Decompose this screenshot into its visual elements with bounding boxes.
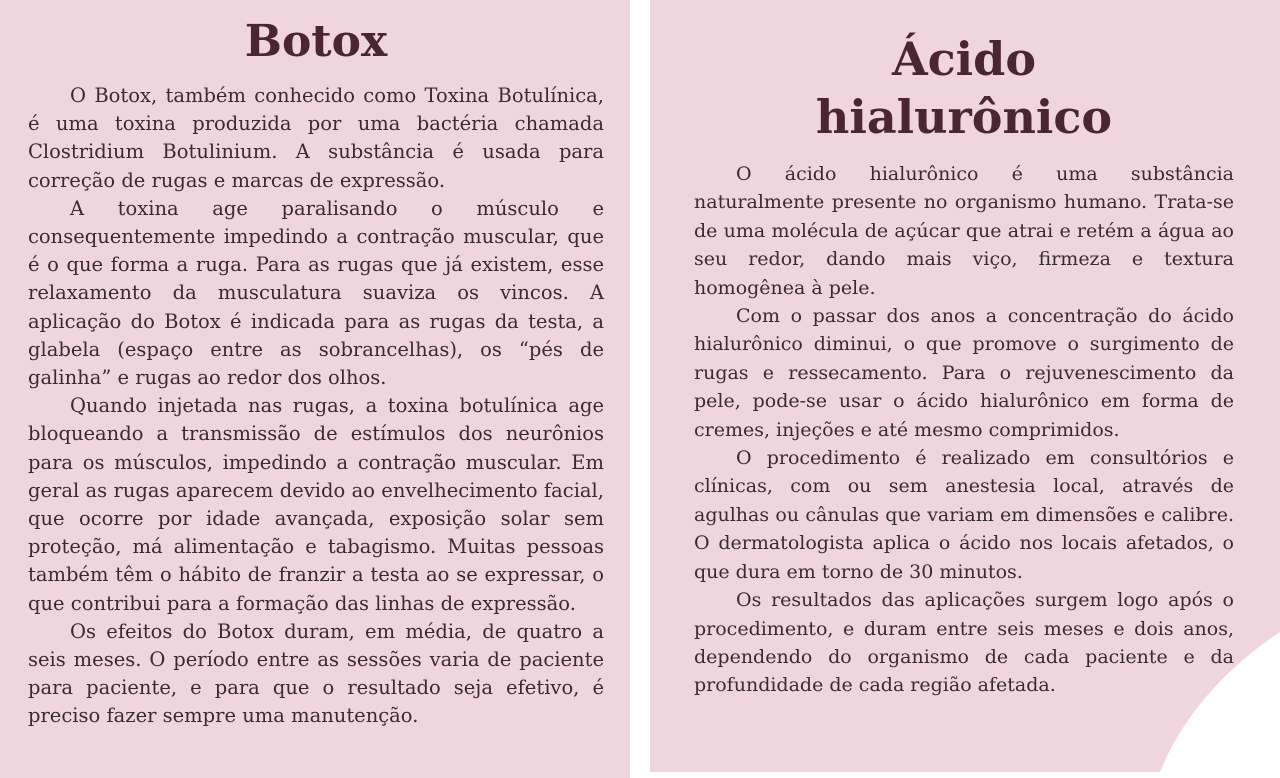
botox-paragraph-3: Quando injetada nas rugas, a toxina botulínica age bloqueando a transmissão de estímulos dos neurônios para os músculos, impedindo a contração muscular. Em geral as rugas aparecem devido ao envelhecimento facial, que ocorre por idade avançada, exposição solar sem proteção, má alimentação e tabagismo. Muitas pessoas também têm o hábito de franzir a testa ao se expressar, o que contribui para a formação das linhas de expressão. <box>28 394 604 615</box>
botox-paragraph-1: O Botox, também conhecido como Toxina Botulínica, é uma toxina produzida por uma bactéria chamada Clostridium Botulinium. A substância é usada para correção de rugas e marcas de expressão. <box>28 84 604 192</box>
botox-body <box>28 82 604 731</box>
acido-hialuronico-title <box>694 30 1234 146</box>
title-line-1: Ácido <box>891 32 1037 86</box>
botox-paragraph-4: Os efeitos do Botox duram, em média, de quatro a seis meses. O período entre as sessões varia de paciente para paciente, e para que o resultado seja efetivo, é preciso fazer sempre uma manutenção. <box>28 619 604 728</box>
acido-paragraph-1: O ácido hialurônico é uma substância naturalmente presente no organismo humano. Trata-se de uma molécula de açúcar que atrai e retém a água ao seu redor, dando mais viço, firmeza e textura homogênea à pele. <box>694 163 1234 299</box>
page-curl-decoration <box>1160 632 1280 772</box>
botox-paragraph-2: A toxina age paralisando o músculo e consequentemente impedindo a contração muscular, que é o que forma a ruga. Para as rugas que já existem, esse relaxamento da musculatura suaviza os vincos. A aplicação do Botox é indicada para as rugas da testa, a glabela (espaço entre as sobrancelhas), os “pés de galinha” e rugas ao redor dos olhos. <box>28 196 604 390</box>
acido-paragraph-4: Os resultados das aplicações surgem logo após o procedimento, e duram entre seis meses e dois anos, dependendo do organismo de cada paciente e da profundidade de cada região afetada. <box>694 589 1234 697</box>
acido-paragraph-3: O procedimento é realizado em consultórios e clínicas, com ou sem anestesia local, através de agulhas ou cânulas que variam em dimensões e calibre. O dermatologista aplica o ácido nos locais afetados, o que dura em torno de 30 minutos. <box>694 447 1234 583</box>
acido-hialuronico-panel <box>650 0 1280 772</box>
acido-hialuronico-body <box>694 160 1234 700</box>
acido-paragraph-2: Com o passar dos anos a concentração do ácido hialurônico diminui, o que promove o surgimento de rugas e ressecamento. Para o rejuvenescimento da pele, pode-se usar o ácido hialurônico em forma de cremes, injeções e até mesmo comprimidos. <box>694 305 1234 441</box>
botox-title: Botox <box>244 16 388 67</box>
title-line-2: hialurônico <box>815 90 1113 144</box>
botox-panel <box>0 0 630 778</box>
